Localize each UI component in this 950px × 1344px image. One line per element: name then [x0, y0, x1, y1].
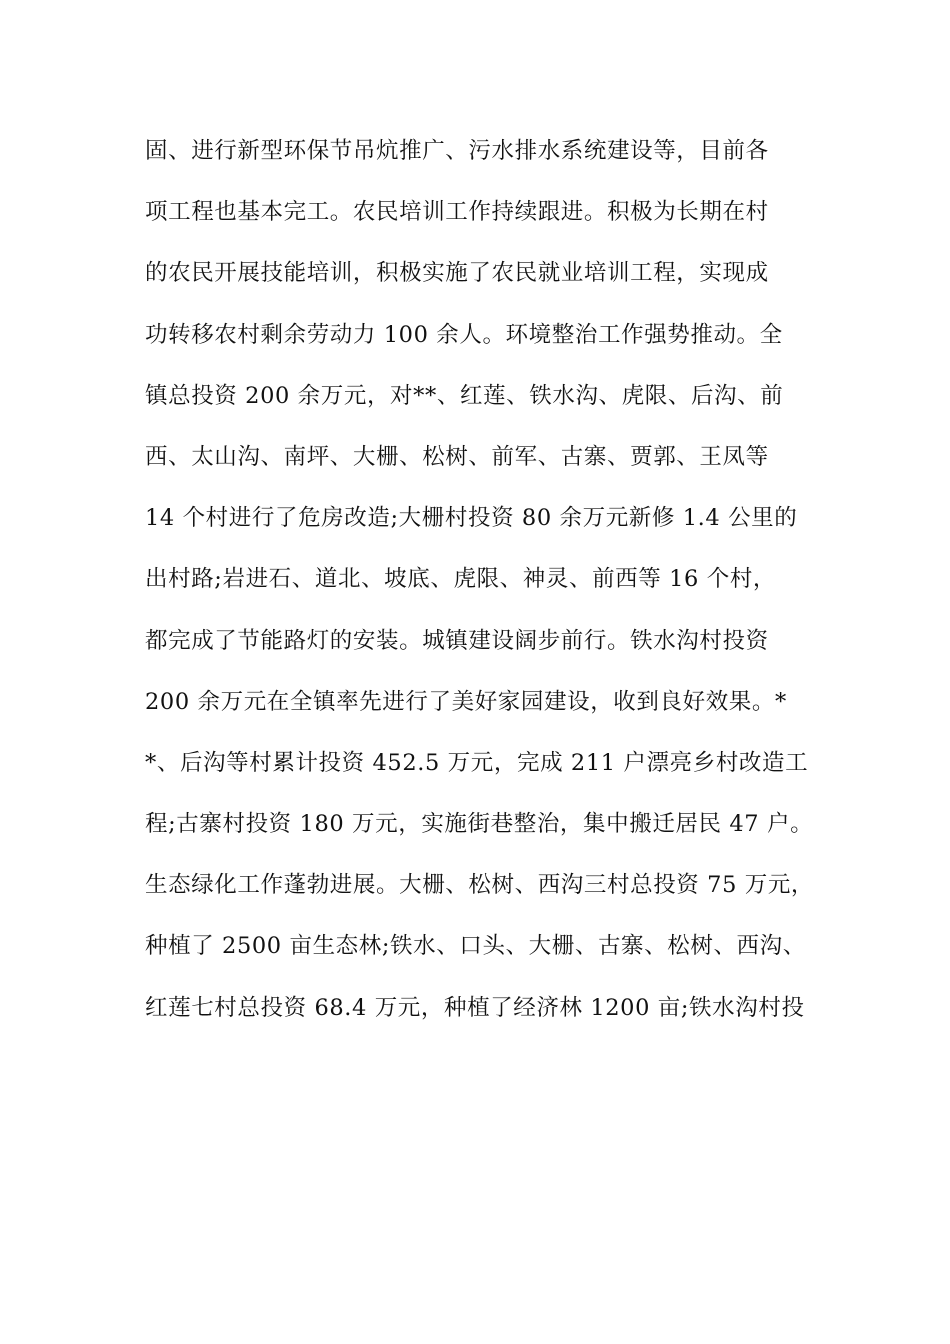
- text-line: 红莲七村总投资 68.4 万元，种植了经济林 1200 亩;铁水沟村投: [145, 994, 805, 1021]
- text-line: 14 个村进行了危房改造;大栅村投资 80 余万元新修 1.4 公里的: [145, 505, 798, 532]
- text-line: *、后沟等村累计投资 452.5 万元，完成 211 户漂亮乡村改造工: [145, 749, 809, 776]
- text-line: 都完成了节能路灯的安装。城镇建设阔步前行。铁水沟村投资: [145, 627, 769, 654]
- text-line: 200 余万元在全镇率先进行了美好家园建设，收到良好效果。*: [145, 688, 787, 715]
- text-line: 项工程也基本完工。农民培训工作持续跟进。积极为长期在村: [145, 199, 769, 226]
- text-line: 种植了 2500 亩生态林;铁水、口头、大栅、古寨、松树、西沟、: [145, 933, 806, 960]
- body-paragraph: [145, 128, 825, 1046]
- text-line: 固、进行新型环保节吊炕推广、污水排水系统建设等，目前各: [145, 138, 769, 164]
- text-line: 程;古寨村投资 180 万元，实施街巷整治，集中搬迁居民 47 户。: [145, 811, 814, 838]
- text-line: 出村路;岩进石、道北、坡底、虎限、神灵、前西等 16 个村，: [145, 566, 777, 593]
- text-line: 西、太山沟、南坪、大栅、松树、前军、古寨、贾郭、王凤等: [145, 443, 769, 470]
- text-line: 镇总投资 200 余万元，对**、红莲、铁水沟、虎限、后沟、前: [145, 382, 784, 409]
- text-line: 的农民开展技能培训，积极实施了农民就业培训工程，实现成: [145, 260, 769, 287]
- text-line: 生态绿化工作蓬勃进展。大栅、松树、西沟三村总投资 75 万元，: [145, 872, 815, 899]
- text-line: 功转移农村剩余劳动力 100 余人。环境整治工作强势推动。全: [145, 321, 783, 348]
